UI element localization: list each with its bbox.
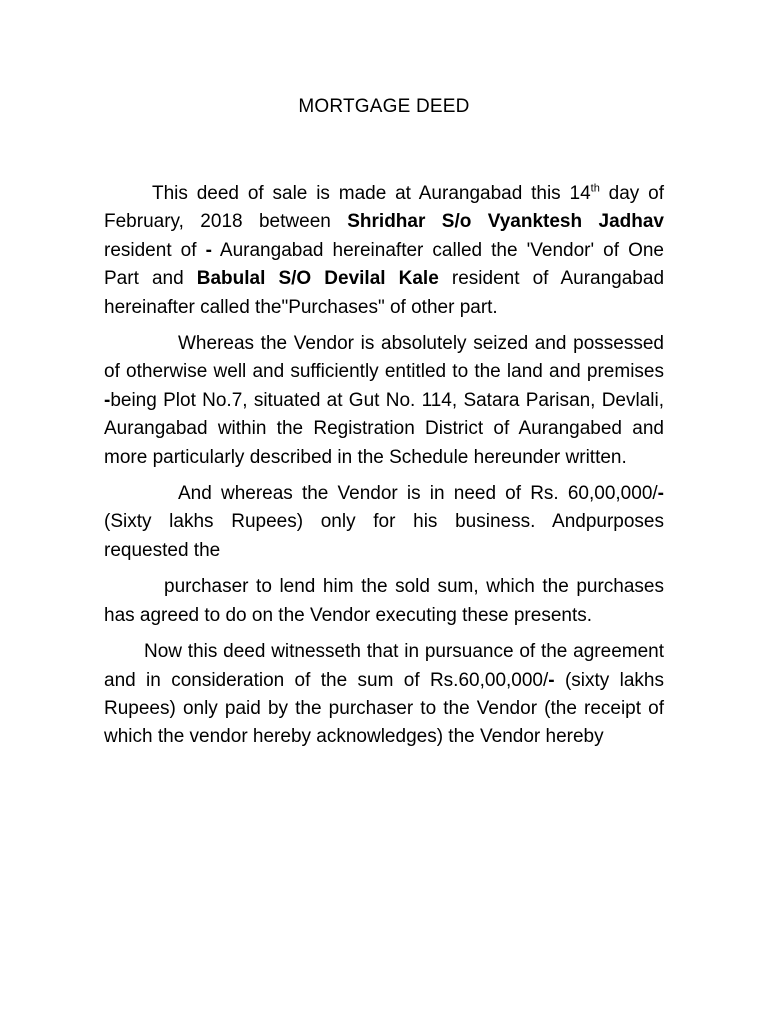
purchaser-name: Babulal S/O Devilal Kale — [196, 268, 439, 290]
p1-dash: - — [205, 239, 212, 261]
p3-text-2: (Sixty lakhs Rupees) only for his business. Andpurposes requested the — [104, 511, 664, 561]
document-body — [104, 180, 664, 760]
p1-text-4: Aurangabad hereinafter called the 'Vendor' of One Part and — [104, 239, 664, 290]
paragraph-property — [104, 330, 664, 472]
p1-superscript: th — [590, 182, 600, 195]
paragraph-request — [104, 573, 664, 630]
p5-text-1: Now this deed witnesseth that in pursuance of the agreement and in consideration of the sum of Rs.60,00,000/ — [104, 641, 664, 691]
p5-dash: - — [548, 669, 555, 691]
p3-text-1: And whereas the Vendor is in need of Rs. 60,00,000/ — [178, 483, 658, 505]
p2-text-1: Whereas the Vendor is absolutely seized and possessed of otherwise well and sufficiently entitled to the land and premises — [104, 333, 664, 383]
p1-text-3: resident of — [104, 239, 206, 261]
p3-dash: - — [657, 483, 664, 505]
p2-text-2: being Plot No.7, situated at Gut No. 114, Satara Parisan, Devlali, Aurangabad within the Registration District of Aurangabed and more particularly described in the Schedule hereunder written. — [104, 389, 664, 468]
paragraph-need — [104, 480, 664, 565]
p4-text-1: purchaser to lend him the sold sum, which the purchases has agreed to do on the Vendor executing these presents. — [104, 576, 664, 626]
vendor-name: Shridhar S/o Vyanktesh Jadhav — [347, 211, 664, 233]
paragraph-witnesseth — [104, 638, 664, 752]
paragraph-parties — [104, 180, 664, 322]
document-title: MORTGAGE DEED — [298, 96, 470, 117]
p1-text-1: This deed of sale is made at Aurangabad this 14 — [152, 183, 591, 204]
p1-text-5: resident of Aurangabad hereinafter called the"Purchases" of other part. — [104, 268, 665, 318]
p1-text-2: day of February, 2018 between — [104, 183, 664, 233]
p2-dash: - — [104, 389, 111, 411]
p5-text-2: (sixty lakhs Rupees) only paid by the purchaser to the Vendor (the receipt of which the vendor hereby acknowledges) the Vendor hereby — [104, 669, 664, 748]
